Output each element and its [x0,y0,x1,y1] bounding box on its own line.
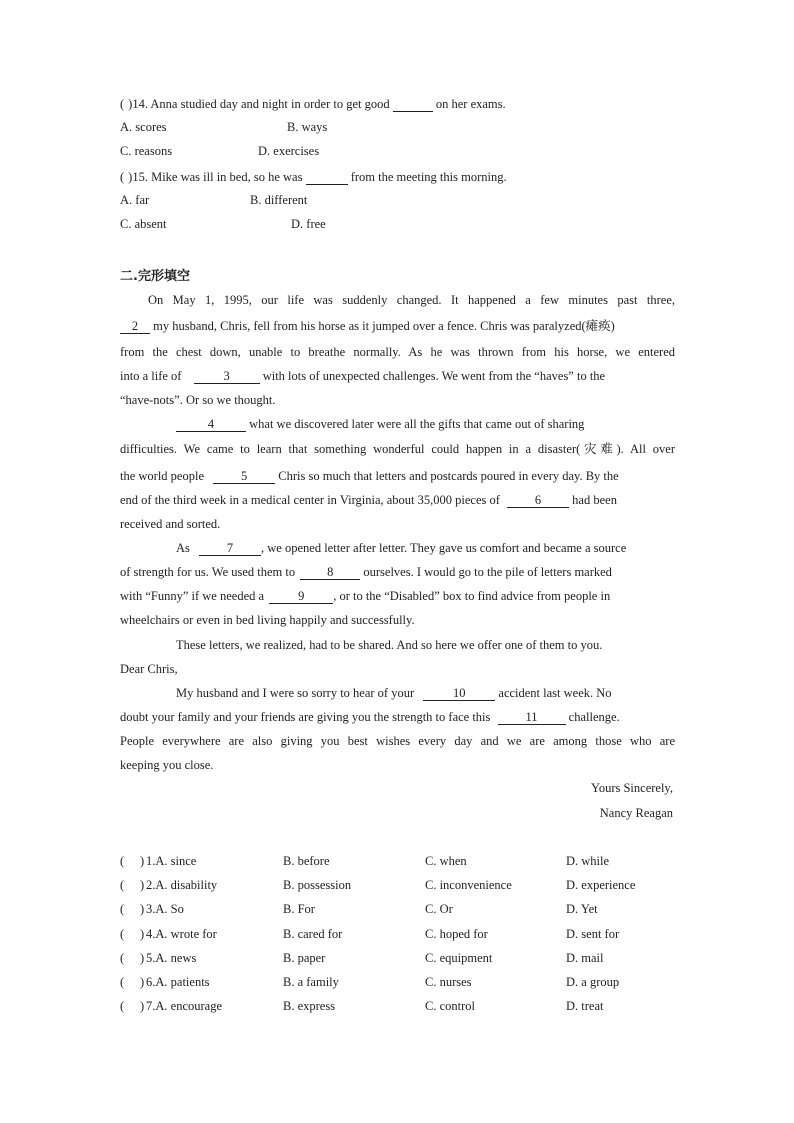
passage-line [120,468,675,484]
blank-2[interactable]: 2 [120,320,150,334]
passage-line [120,492,675,508]
answer-paren-close: ) [140,927,145,941]
option-b: B. a family [283,975,339,989]
answer-paren-open: ( [120,97,125,111]
passage-line: from the chest down, unable to breathe normally. As he was thrown from his horse, we entered [120,345,675,359]
option-c: C. control [425,999,475,1013]
option-d: D. while [566,854,610,868]
passage-line [120,368,675,384]
passage-line: wheelchairs or even in bed living happily and successfully. [120,613,415,627]
option-c: C. nurses [425,975,472,989]
passage-text: Chris so much that letters and postcards poured in every day. By the [275,469,619,483]
passage-line [120,564,675,580]
fill-blank[interactable] [306,171,348,185]
option-d: D. a group [566,975,620,989]
passage-text: the world people [120,469,208,483]
passage-text: of strength for us. We used them to [120,565,299,579]
option-c: C. reasons [120,144,173,158]
passage-text: my husband, Chris, fell from his horse as it jumped over a fence. Chris was paralyzed(瘫痪) [150,319,615,333]
answer-paren-close: ) [140,951,145,965]
letter-closing: Yours Sincerely, [591,781,673,795]
blank-9[interactable]: 9 [269,590,333,604]
passage-line: These letters, we realized, had to be shared. And so here we offer one of them to you. [176,638,603,652]
blank-4[interactable]: 4 [176,418,246,432]
option-c: C. when [425,854,467,868]
blank-7[interactable]: 7 [199,542,261,556]
passage-text: As [176,541,194,555]
option-b: B. ways [287,120,328,134]
option-b: B. express [283,999,336,1013]
option-c: C. hoped for [425,927,488,941]
option-d: D. treat [566,999,604,1013]
answer-paren-open: ( [120,951,125,965]
answer-paren-open: ( [120,854,125,868]
passage-text: with “Funny” if we needed a [120,589,268,603]
option-b: B. before [283,854,330,868]
answer-paren-close: ) [128,97,133,111]
option-d: D. exercises [258,144,320,158]
answer-paren-open: ( [120,999,125,1013]
answer-paren-open: ( [120,975,125,989]
option-b: B. possession [283,878,352,892]
answer-paren-close: ) [128,170,133,184]
passage-line: keeping you close. [120,758,214,772]
passage-text: had been [569,493,617,507]
passage-line: difficulties. We came to learn that something wonderful could happen in a disaster(灾难). All over [120,442,675,456]
blank-11[interactable]: 11 [498,711,566,725]
option-b: B. paper [283,951,326,965]
section-heading: 二.完形填空 [120,269,190,284]
passage-line [120,709,675,725]
passage-line: People everywhere are also giving you best wishes every day and we are among those who are [120,734,675,748]
question-text-end: from the meeting this morning. [347,170,507,184]
answer-paren-close: ) [140,854,145,868]
option-c: C. absent [120,217,167,231]
passage-text: challenge. [565,710,620,724]
option-d: D. free [291,217,326,231]
answer-paren-close: ) [140,975,145,989]
answer-paren-open: ( [120,927,125,941]
option-d: D. experience [566,878,636,892]
answer-paren-open: ( [120,170,125,184]
answer-paren-open: ( [120,902,125,916]
option-a: 7.A. encourage [146,999,223,1013]
passage-text: accident last week. No [495,686,612,700]
question-text-end: on her exams. [432,97,506,111]
option-b: B. cared for [283,927,343,941]
passage-line [176,540,675,556]
blank-5[interactable]: 5 [213,470,275,484]
option-a: A. scores [120,120,167,134]
blank-8[interactable]: 8 [300,566,360,580]
passage-text: , or to the “Disabled” box to find advice from people in [333,589,611,603]
passage-line [176,685,675,701]
option-a: A. far [120,193,150,207]
letter-salutation: Dear Chris, [120,662,178,676]
question-text: 14. Anna studied day and night in order to get good [132,97,393,111]
question-14 [120,96,675,112]
option-b: B. different [250,193,308,207]
blank-3[interactable]: 3 [194,370,260,384]
passage-line [120,588,675,604]
option-a: 2.A. disability [146,878,218,892]
fill-blank[interactable] [393,98,433,112]
option-d: D. mail [566,951,604,965]
option-d: D. sent for [566,927,620,941]
passage-line [176,416,675,432]
option-a: 5.A. news [146,951,197,965]
passage-line [120,318,675,334]
option-a: 1.A. since [146,854,197,868]
blank-6[interactable]: 6 [507,494,569,508]
passage-text: ourselves. I would go to the pile of letters marked [360,565,612,579]
passage-line: received and sorted. [120,517,221,531]
passage-text: what we discovered later were all the gifts that came out of sharing [246,417,585,431]
option-c: C. inconvenience [425,878,512,892]
passage-text: , we opened letter after letter. They gave us comfort and became a source [261,541,627,555]
option-b: B. For [283,902,315,916]
option-a: 6.A. patients [146,975,210,989]
passage-text: into a life of [120,369,185,383]
answer-paren-close: ) [140,999,145,1013]
passage-line: On May 1, 1995, our life was suddenly changed. It happened a few minutes past three, [148,293,675,307]
answer-paren-close: ) [140,878,145,892]
passage-line: “have-nots”. Or so we thought. [120,393,276,407]
passage-text: end of the third week in a medical center in Virginia, about 35,000 pieces of [120,493,504,507]
question-15 [120,169,675,185]
option-d: D. Yet [566,902,598,916]
option-c: C. Or [425,902,453,916]
question-text: 15. Mike was ill in bed, so he was [132,170,306,184]
answer-paren-close: ) [140,902,145,916]
letter-signature: Nancy Reagan [599,806,673,820]
answer-paren-open: ( [120,878,125,892]
option-a: 3.A. So [146,902,184,916]
blank-10[interactable]: 10 [423,687,495,701]
passage-text: doubt your family and your friends are giving you the strength to face this [120,710,494,724]
passage-text: My husband and I were so sorry to hear of your [176,686,418,700]
option-a: 4.A. wrote for [146,927,217,941]
passage-text: with lots of unexpected challenges. We went from the “haves” to the [259,369,606,383]
option-c: C. equipment [425,951,493,965]
